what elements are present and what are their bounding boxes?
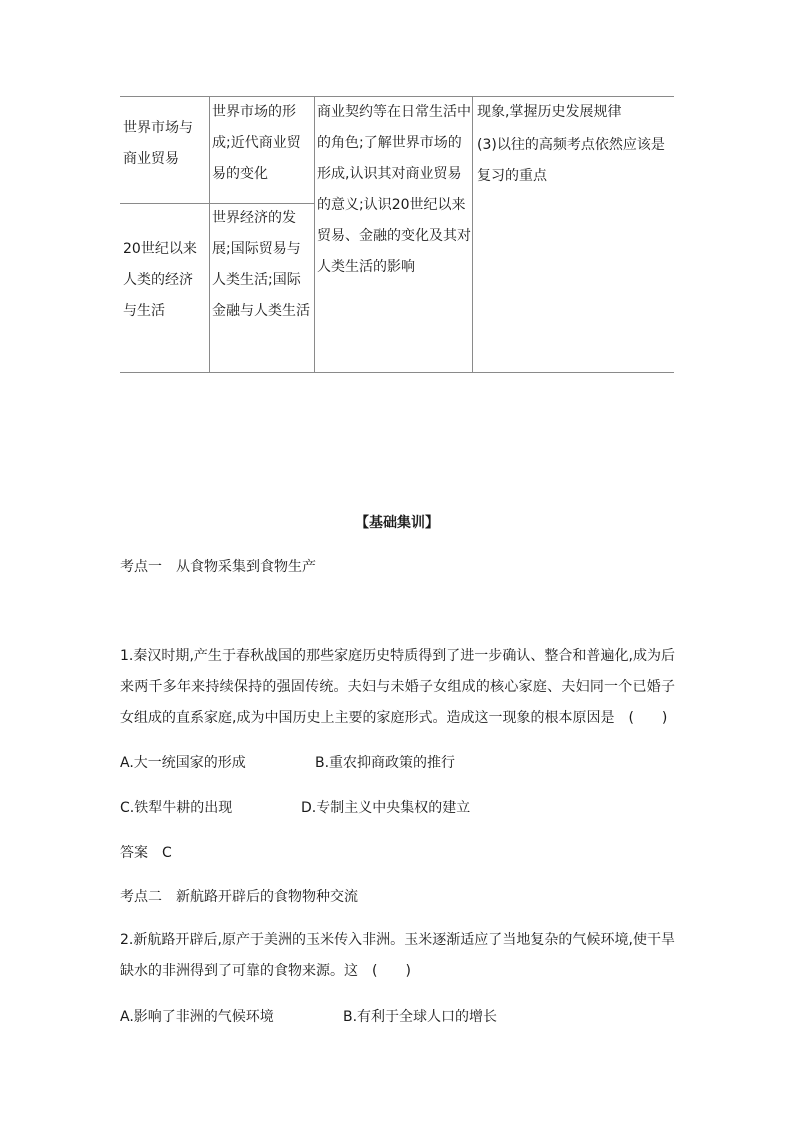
table-col-divider xyxy=(314,96,315,373)
table-cell-content: 世界经济的发展;国际贸易与人类生活;国际金融与人类生活 xyxy=(212,210,310,319)
table-col-divider xyxy=(472,96,473,373)
table-col-divider xyxy=(209,96,210,373)
option-c: C.铁犁牛耕的出现 xyxy=(120,800,233,816)
answer: 答案 C xyxy=(120,845,172,861)
point-heading: 考点一 从食物采集到食物生产 xyxy=(120,559,316,575)
question-stem: 1.秦汉时期,产生于春秋战国的那些家庭历史特质得到了进一步确认、整合和普遍化,成为后来两千多年来持续保持的强固传统。夫妇与未婚子女组成的核心家庭、夫妇同一个已婚子女组成的直系家庭,成为中国历史上主要的家庭形式。造成这一现象的根本原因是 ( ) xyxy=(120,648,675,726)
question-stem: 2.新航路开辟后,原产于美洲的玉米传入非洲。玉米逐渐适应了当地复杂的气候环境,使干旱缺水的非洲得到了可靠的食物来源。这 ( ) xyxy=(120,932,675,979)
section-title: 【基础集训】 xyxy=(355,515,439,531)
option-b: B.有利于全球人口的增长 xyxy=(343,1009,498,1025)
option-d: D.专制主义中央集权的建立 xyxy=(301,800,471,816)
option-b: B.重农抑商政策的推行 xyxy=(315,755,456,771)
table-bottom-border xyxy=(120,372,674,373)
table-cell-topic: 世界市场与商业贸易 xyxy=(123,120,193,167)
table-cell-topic: 20世纪以来人类的经济与生活 xyxy=(123,241,197,319)
table-cell-requirement: 商业契约等在日常生活中的角色;了解世界市场的形成,认识其对商业贸易的意义;认识20世纪以来贸易、金融的变化及其对人类生活的影响 xyxy=(317,104,471,275)
table-cell-notes: 现象,掌握历史发展规律 (3)以往的高频考点依然应该是复习的重点 xyxy=(477,104,665,184)
table-cell-content: 世界市场的形成;近代商业贸易的变化 xyxy=(212,104,301,182)
curriculum-table xyxy=(120,96,674,373)
option-a: A.大一统国家的形成 xyxy=(120,755,246,771)
point-heading: 考点二 新航路开辟后的食物物种交流 xyxy=(120,889,358,905)
option-a: A.影响了非洲的气候环境 xyxy=(120,1009,274,1025)
